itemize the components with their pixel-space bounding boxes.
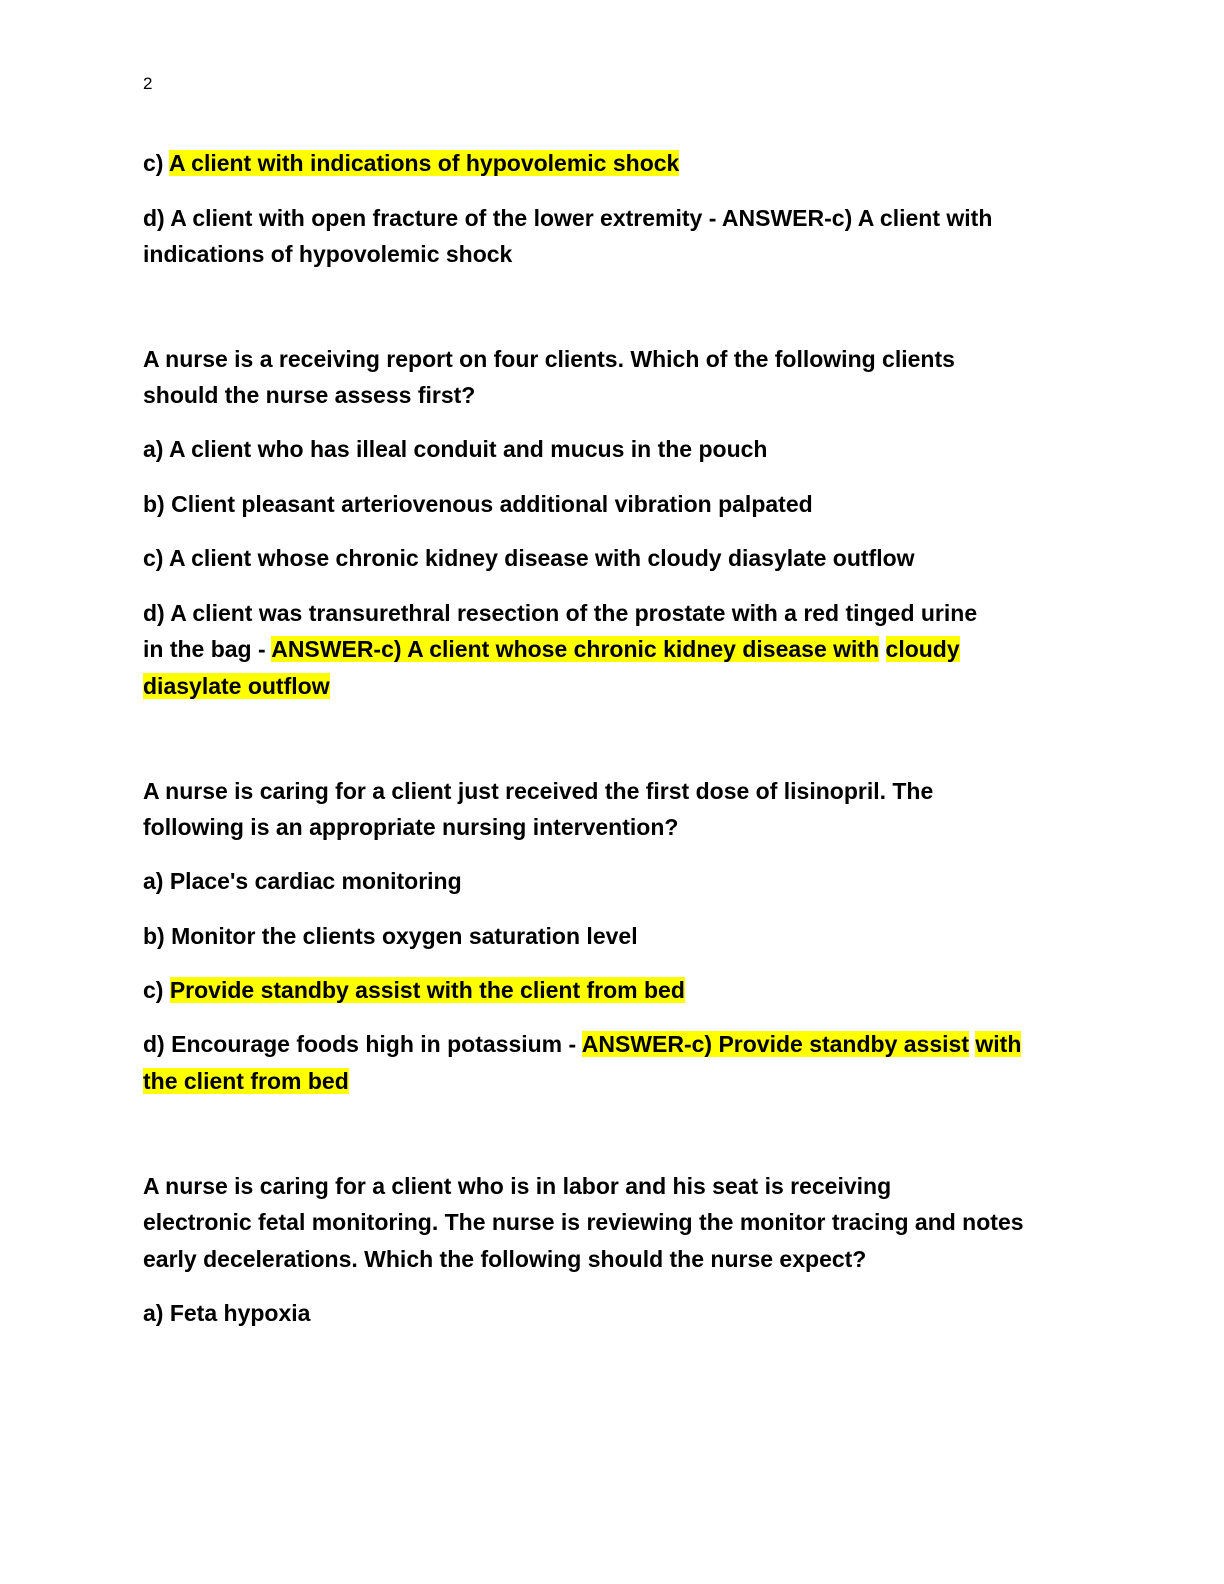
- question-2-line2: should the nurse assess first?: [143, 382, 476, 408]
- question-2-option-d-line2: [143, 634, 960, 664]
- question-2-option-b: b) Client pleasant arteriovenous additional vibration palpated: [143, 491, 813, 517]
- highlighted-answer: the client from bed: [143, 1068, 349, 1094]
- option-c-line: [143, 148, 679, 178]
- option-d-plain: d) Encourage foods high in potassium -: [143, 1031, 582, 1057]
- highlighted-answer: Provide standby assist with the client from bed: [169, 977, 685, 1003]
- question-2-line1: A nurse is a receiving report on four clients. Which of the following clients: [143, 346, 955, 372]
- question-2-option-d-line1: d) A client was transurethral resection of the prostate with a red tinged urine: [143, 600, 978, 626]
- option-d-line1: d) A client with open fracture of the lower extremity - ANSWER-c) A client with: [143, 205, 993, 231]
- question-4-line2: electronic fetal monitoring. The nurse is reviewing the monitor tracing and notes: [143, 1209, 1024, 1235]
- highlighted-answer: ANSWER-c) Provide standby assist: [581, 1031, 969, 1057]
- question-4-option-a: a) Feta hypoxia: [143, 1300, 311, 1326]
- question-3-option-c: [143, 975, 685, 1005]
- page-number: 2: [143, 74, 153, 93]
- option-c-prefix: c): [143, 150, 169, 176]
- question-4-line1: A nurse is caring for a client who is in labor and his seat is receiving: [143, 1173, 892, 1199]
- question-2-option-d-line3: [143, 671, 330, 701]
- option-d-line2: indications of hypovolemic shock: [143, 241, 513, 267]
- highlighted-answer: cloudy: [885, 636, 960, 662]
- highlighted-answer: diasylate outflow: [143, 673, 330, 699]
- question-2-option-c: c) A client whose chronic kidney disease with cloudy diasylate outflow: [143, 545, 915, 571]
- question-4-line3: early decelerations. Which the following should the nurse expect?: [143, 1246, 867, 1272]
- option-d-plain: in the bag -: [143, 636, 272, 662]
- highlighted-answer: A client with indications of hypovolemic shock: [169, 150, 680, 176]
- question-3-option-a: a) Place's cardiac monitoring: [143, 868, 462, 894]
- question-3-option-d-line1: [143, 1029, 1021, 1059]
- question-3-line1: A nurse is caring for a client just received the first dose of lisinopril. The: [143, 778, 934, 804]
- option-c-prefix: c): [143, 977, 170, 1003]
- highlighted-answer: with: [975, 1031, 1022, 1057]
- question-2-option-a: a) A client who has illeal conduit and mucus in the pouch: [143, 436, 768, 462]
- highlighted-answer: ANSWER-c) A client whose chronic kidney disease with: [271, 636, 880, 662]
- question-3-option-b: b) Monitor the clients oxygen saturation level: [143, 923, 638, 949]
- question-3-line2: following is an appropriate nursing intervention?: [143, 814, 679, 840]
- question-3-option-d-line2: [143, 1066, 349, 1096]
